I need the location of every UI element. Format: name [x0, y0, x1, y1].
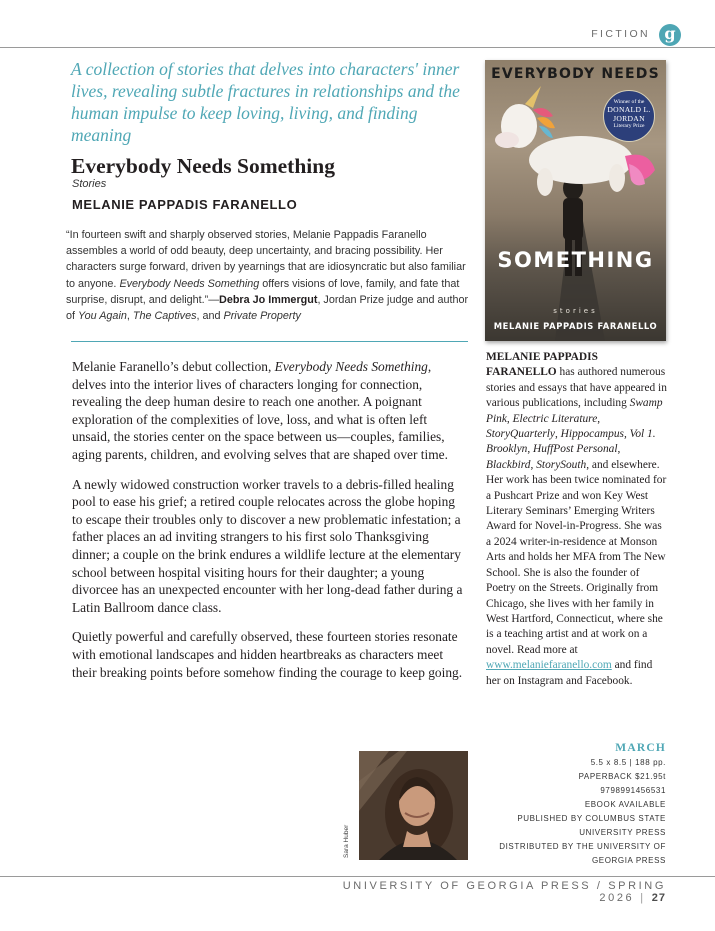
- book-title: Everybody Needs Something: [71, 154, 335, 178]
- cover-author: MELANIE PAPPADIS FARANELLO: [493, 321, 658, 331]
- book-cover: [485, 60, 666, 341]
- distributor-line-1: DISTRIBUTED BY THE UNIVERSITY OF: [499, 842, 666, 851]
- publisher-line-1: PUBLISHED BY COLUMBUS STATE: [517, 814, 666, 823]
- press-logo-icon: g: [659, 24, 681, 46]
- page-number: 27: [651, 892, 666, 904]
- author-bio: MELANIE PAPPADIS FARANELLO has authored numerous stories and essays that have appeared in various publications, including Swamp Pink, Electric Literature, StoryQuarterly, Hippocampus, Vol 1. Brooklyn, HuffPost Personal, Blackbird, StorySouth, and elsewhere. Her work has been twice nominated for a Pushcart Prize and won Key West Literary Seminars’ Emerging Writers Award for Novel-in-Progress. She was a 2024 writer-in-residence at Monson Arts and holds her MFA from The New School. She is also the founder of Poetry on the Streets. Originally from Chicago, she lives with her family in West Hartford, Connecticut, where she is a teaching artist and at work on a novel. Read more at www.melaniefaranello.com and find her on Instagram and Facebook.: [486, 351, 667, 687]
- ebook-availability: EBOOK AVAILABLE: [584, 800, 666, 809]
- bio-author-name: MELANIE PAPPADIS FARANELLO: [486, 351, 598, 379]
- book-tagline: A collection of stories that delves into characters' inner lives, revealing subtle fractures in relationships and the human impulse to keep loving, living, and finding meaning: [71, 59, 460, 145]
- top-divider: [0, 47, 715, 48]
- description-paragraph-2: A newly widowed construction worker travels to a debris-filled healing pool to ease his grief; a retired couple relocates across the globe hoping to escape their troubles only to discover a new problematic infestation; a father places an ad inviting strangers to his first solo Thanksgiving dinner; a couple on the brink endures a wildlife lecture at the elementary school between hospital visiting hours for their daughter; a young divorcee has an unexpected encounter with her long-dead father during a Latin Ballroom dance class.: [72, 476, 463, 615]
- trim-size: 5.5 x 8.5 | 188 pp.: [590, 758, 666, 767]
- blurb-divider: [71, 341, 468, 342]
- book-specs: [486, 740, 666, 868]
- bottom-divider: [0, 876, 715, 877]
- isbn: 9798991456531: [600, 786, 666, 795]
- book-author: MELANIE PAPPADIS FARANELLO: [72, 197, 298, 212]
- footer-publisher: UNIVERSITY OF GEORGIA PRESS / SPRING 2026: [342, 880, 666, 904]
- book-subtitle: Stories: [72, 178, 107, 190]
- author-portrait-image: [359, 751, 468, 860]
- author-photo: [359, 751, 468, 860]
- release-month: MARCH: [615, 742, 666, 754]
- publisher-line-2: UNIVERSITY PRESS: [579, 828, 666, 837]
- page-footer: UNIVERSITY OF GEORGIA PRESS / SPRING 2026 | 27: [342, 880, 666, 904]
- photo-credit: Sara Huber: [343, 824, 350, 858]
- cover-title-main: SOMETHING: [497, 248, 654, 272]
- format-price: PAPERBACK $21.95t: [578, 772, 666, 781]
- description-paragraph-1: Melanie Faranello’s debut collection, Everybody Needs Something, delves into the interior lives of characters longing for connection, revealing the deep human desire to reach one another. A poignant exploration of the complexities of love, loss, and what is often left unsaid, the stories center on the space between us—couples, families, aging parents, children, and evolving selves that are shaped over time.: [72, 359, 448, 462]
- endorser-name: Debra Jo Immergut: [219, 293, 318, 306]
- book-description: [72, 358, 468, 693]
- author-website-link[interactable]: www.melaniefaranello.com: [486, 659, 612, 672]
- distributor-line-2: GEORGIA PRESS: [591, 856, 666, 865]
- cover-title-top: EVERYBODY NEEDS: [491, 66, 660, 82]
- section-label: FICTION: [591, 28, 650, 40]
- endorsement-blurb: “In fourteen swift and sharply observed stories, Melanie Pappadis Faranello assembles a world of odd beauty, deep uncertainty, and bracing possibility. Her characters surge forward, driven by yearnings that are idiosyncratic but also familiar to anyone. Everybody Needs Something offers visions of love, family, and fate that surprise, disrupt, and delight.”—Debra Jo Immergut, Jordan Prize judge and author of You Again, The Captives, and Private Property: [66, 229, 469, 323]
- description-paragraph-3: Quietly powerful and carefully observed, these fourteen stories resonate with emotional landscapes and hidden heartbreaks as characters meet their breaking points before somehow finding the courage to keep going.: [72, 629, 463, 680]
- cover-subtitle: stories: [553, 307, 598, 315]
- award-badge: Winner of the DONALD L. JORDAN Literary Prize: [603, 90, 655, 142]
